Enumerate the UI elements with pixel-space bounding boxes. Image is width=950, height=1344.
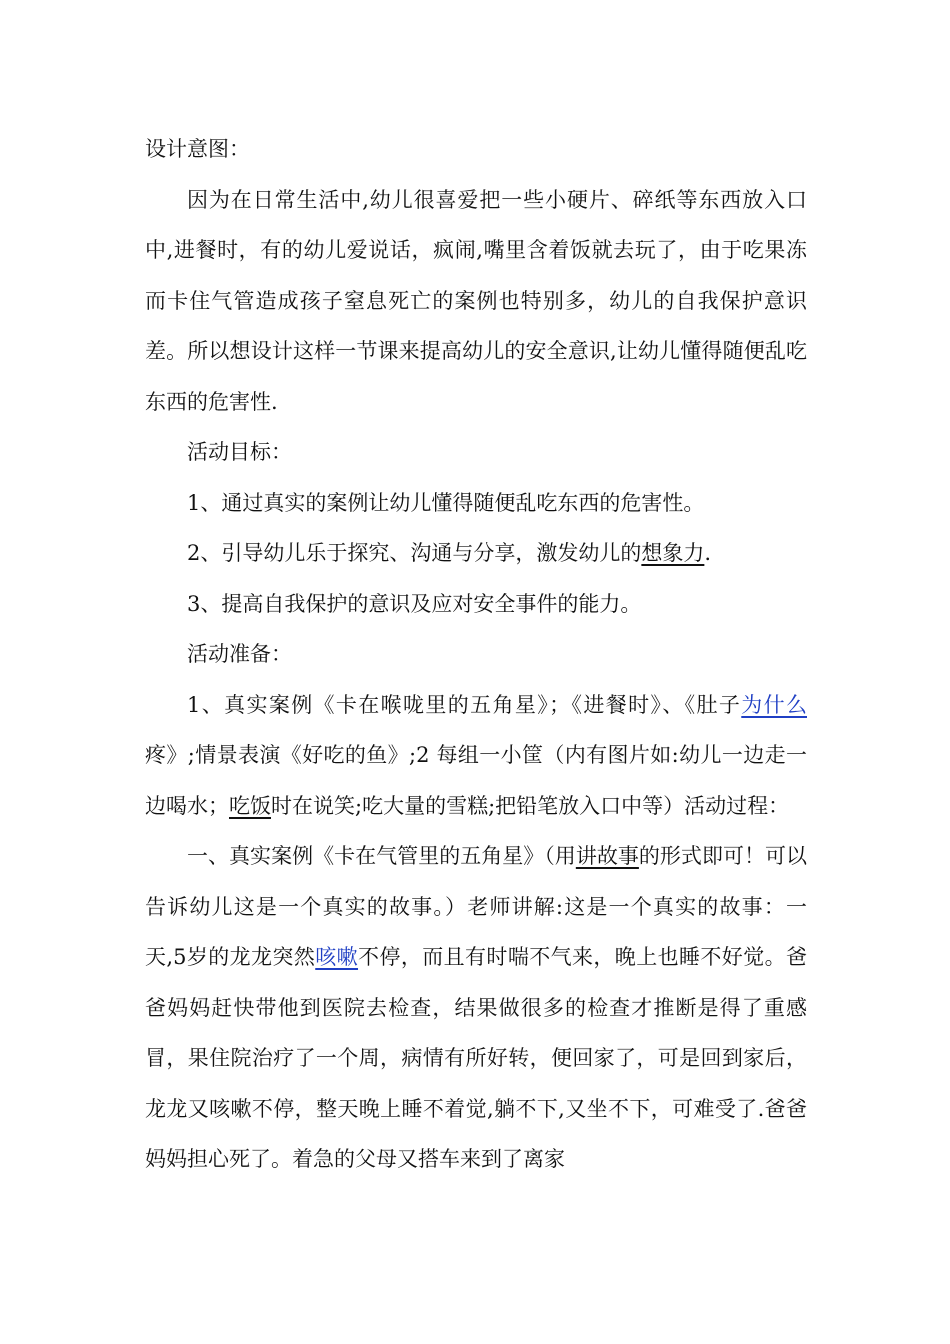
heading-activity-prep	[145, 629, 807, 680]
heading-activity-goals	[145, 427, 807, 478]
paragraph-prep	[145, 680, 807, 832]
heading-design-intent-text: 设计意图：	[145, 137, 250, 161]
paragraph-process-text-b: 的形式即可！可以告诉幼儿这是一个真实的故事。）老师讲解:这是一个真实的故事：一天,5岁的龙龙突然	[145, 844, 808, 969]
link-why[interactable]: 为什么	[741, 692, 807, 717]
paragraph-prep-text-c: 时在说笑;吃大量的雪糕;把铅笔放入口中等）活动过程：	[271, 793, 790, 818]
paragraph-process-text-c: 不停，而且有时喘不气来，晚上也睡不好觉。爸爸妈妈赶快带他到医院去检查，结果做很多的检查才推断是得了重感冒，果住院治疗了一个周，病情有所好转，便回家了，可是回到家后，龙龙又咳嗽不停，整天晚上睡不着觉,躺不下,又坐不下，可难受了.爸爸妈妈担心死了。着急的父母又搭车来到了离家	[145, 945, 807, 1171]
document-body	[145, 124, 807, 1185]
paragraph-design-intent	[145, 175, 807, 428]
heading-design-intent	[145, 124, 807, 175]
goal-item-1-text: 1、通过真实的案例让幼儿懂得随便乱吃东西的危害性。	[187, 490, 705, 515]
paragraph-prep-text-b: 疼》;情景表演《好吃的鱼》;2 每组一小筐（内有图片如:幼儿一边走一边喝水；	[145, 743, 807, 818]
link-eating[interactable]: 吃饭	[229, 793, 271, 818]
link-imagination[interactable]: 想象力	[641, 541, 705, 565]
paragraph-process	[145, 831, 807, 1185]
goal-item-2	[145, 528, 807, 579]
link-cough[interactable]: 咳嗽	[315, 945, 359, 969]
paragraph-process-text-a: 一、真实案例《卡在气管里的五角星》（用	[187, 844, 576, 868]
goal-item-3-text: 3、提高自我保护的意识及应对安全事件的能力。	[187, 591, 642, 616]
heading-activity-prep-text: 活动准备：	[187, 642, 292, 666]
link-storytelling[interactable]: 讲故事	[575, 844, 639, 868]
paragraph-design-intent-text: 因为在日常生活中,幼儿很喜爱把一些小硬片、碎纸等东西放入口中,进餐时，有的幼儿爱说话，疯闹,嘴里含着饭就去玩了，由于吃果冻而卡住气管造成孩子窒息死亡的案例也特别多，幼儿的自我保护意识差。所以想设计这样一节课来提高幼儿的安全意识,让幼儿懂得随便乱吃东西的危害性.	[145, 187, 807, 414]
goal-item-3	[145, 579, 807, 630]
goal-item-2-text: 2、引导幼儿乐于探究、沟通与分享，激发幼儿的	[187, 541, 642, 565]
paragraph-prep-text-a: 1、真实案例《卡在喉咙里的五角星》；《进餐时》、《肚子	[187, 692, 742, 717]
goal-item-1	[145, 478, 807, 529]
heading-activity-goals-text: 活动目标：	[187, 440, 292, 464]
goal-item-2-end: .	[704, 541, 712, 565]
